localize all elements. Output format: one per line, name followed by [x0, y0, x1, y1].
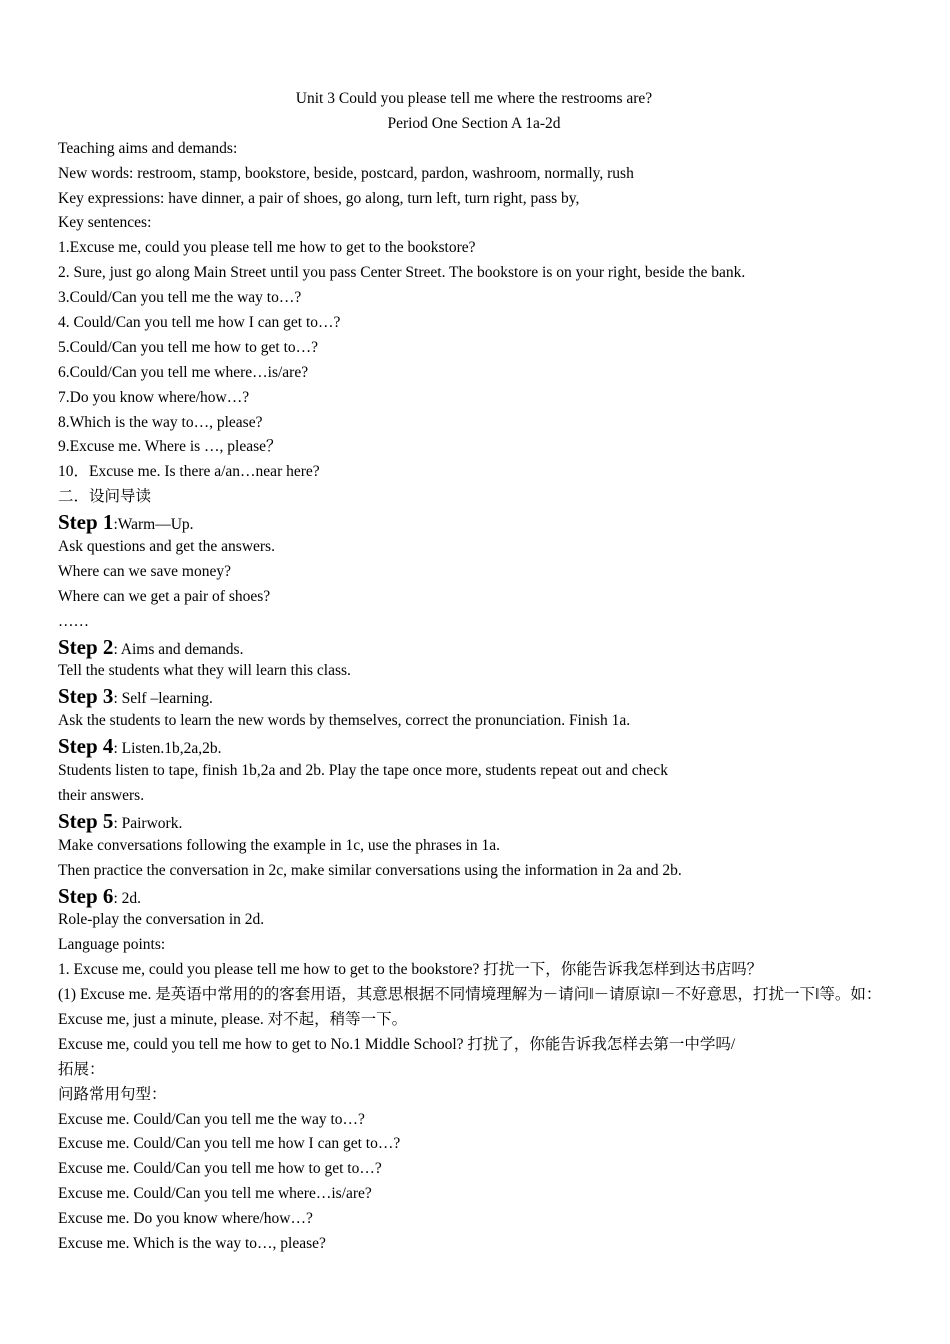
key-sentence: 4. Could/Can you tell me how I can get to…?	[58, 314, 341, 332]
step-line: ……	[58, 612, 89, 630]
step-line: Where can we get a pair of shoes?	[58, 587, 271, 605]
step-line: Then practice the conversation in 2c, make similar conversations using the information in 2a and 2b.	[58, 861, 682, 879]
document-subtitle: Period One Section A 1a-2d	[387, 114, 561, 132]
step-title: : Self –learning.	[113, 690, 213, 708]
step-5-heading	[58, 809, 898, 834]
language-point: 1. Excuse me, could you please tell me how to get to the bookstore? 打扰一下，你能告诉我怎样到达书店吗？	[58, 961, 763, 979]
key-sentence: 5.Could/Can you tell me how to get to…?	[58, 338, 319, 356]
step-title: : Listen.1b,2a,2b.	[113, 740, 222, 758]
aims-heading: Teaching aims and demands:	[58, 139, 238, 157]
step-label: Step 4	[58, 734, 114, 759]
step-line: Students listen to tape, finish 1b,2a and 2b. Play the tape once more, students repeat out and check	[58, 762, 668, 780]
extend-heading: 拓展：	[58, 1060, 105, 1078]
guide-heading: 二．设问导读	[58, 488, 152, 506]
step-label: Step 3	[58, 684, 114, 709]
key-sentence: 8.Which is the way to…, please?	[58, 413, 263, 431]
document-title: Unit 3 Could you please tell me where the restrooms are?	[295, 90, 653, 107]
pattern-line: Excuse me. Could/Can you tell me the way to…?	[58, 1110, 365, 1128]
step-6-heading	[58, 884, 898, 909]
language-example: Excuse me, could you tell me how to get to No.1 Middle School? 打扰了，你能告诉我怎样去第一中学吗/	[58, 1035, 736, 1053]
key-expressions: Key expressions: have dinner, a pair of shoes, go along, turn left, turn right, pass by,	[58, 189, 580, 207]
key-sentence: 1.Excuse me, could you please tell me how to get to the bookstore?	[58, 239, 476, 257]
step-line: Make conversations following the example in 1c, use the phrases in 1a.	[58, 836, 501, 854]
step-title: :Warm—Up.	[113, 516, 194, 534]
pattern-line: Excuse me. Could/Can you tell me where…is/are?	[58, 1185, 372, 1203]
step-line: Tell the students what they will learn this class.	[58, 662, 351, 680]
step-title: : Pairwork.	[113, 814, 183, 832]
key-sentence: 2. Sure, just go along Main Street until you pass Center Street. The bookstore is on your right, beside the bank.	[58, 264, 746, 282]
key-sentence: 3.Could/Can you tell me the way to…?	[58, 289, 302, 307]
document-page	[58, 87, 898, 1257]
step-title: : Aims and demands.	[113, 640, 244, 658]
language-points-heading: Language points:	[58, 936, 166, 954]
key-sentence: 7.Do you know where/how…?	[58, 388, 250, 406]
step-3-heading	[58, 684, 898, 709]
step-label: Step 1	[58, 510, 114, 535]
step-label: Step 6	[58, 883, 114, 908]
step-line: Ask questions and get the answers.	[58, 538, 275, 556]
step-line: their answers.	[58, 786, 145, 804]
step-2-heading	[58, 635, 898, 660]
key-sentences-heading: Key sentences:	[58, 214, 152, 232]
pattern-line: Excuse me. Which is the way to…, please?	[58, 1235, 326, 1252]
language-note: (1) Excuse me. 是英语中常用的的客套用语，其意思根据不同情境理解为－请问‖－请原谅‖－不好意思，打扰一下‖等。如：Excuse me, just a minute, please. 对不起，稍等一下。	[58, 986, 882, 1028]
step-label: Step 5	[58, 808, 114, 833]
patterns-heading: 问路常用句型：	[58, 1085, 167, 1103]
pattern-line: Excuse me. Do you know where/how…?	[58, 1210, 313, 1228]
pattern-line: Excuse me. Could/Can you tell me how to get to…?	[58, 1160, 382, 1178]
pattern-line: Excuse me. Could/Can you tell me how I can get to…?	[58, 1135, 401, 1153]
step-1-heading	[58, 510, 898, 535]
key-sentence: 9.Excuse me. Where is …, please？	[58, 438, 282, 456]
step-line: Role-play the conversation in 2d.	[58, 911, 265, 929]
step-line: Where can we save money?	[58, 562, 231, 580]
key-sentence: 6.Could/Can you tell me where…is/are?	[58, 363, 309, 381]
step-line: Ask the students to learn the new words by themselves, correct the pronunciation. Finish 1a.	[58, 712, 631, 730]
step-4-heading	[58, 734, 898, 759]
new-words: New words: restroom, stamp, bookstore, beside, postcard, pardon, washroom, normally, rush	[58, 164, 634, 182]
step-title: : 2d.	[113, 889, 141, 907]
key-sentence: 10．Excuse me. Is there a/an…near here?	[58, 463, 320, 481]
step-label: Step 2	[58, 634, 114, 659]
